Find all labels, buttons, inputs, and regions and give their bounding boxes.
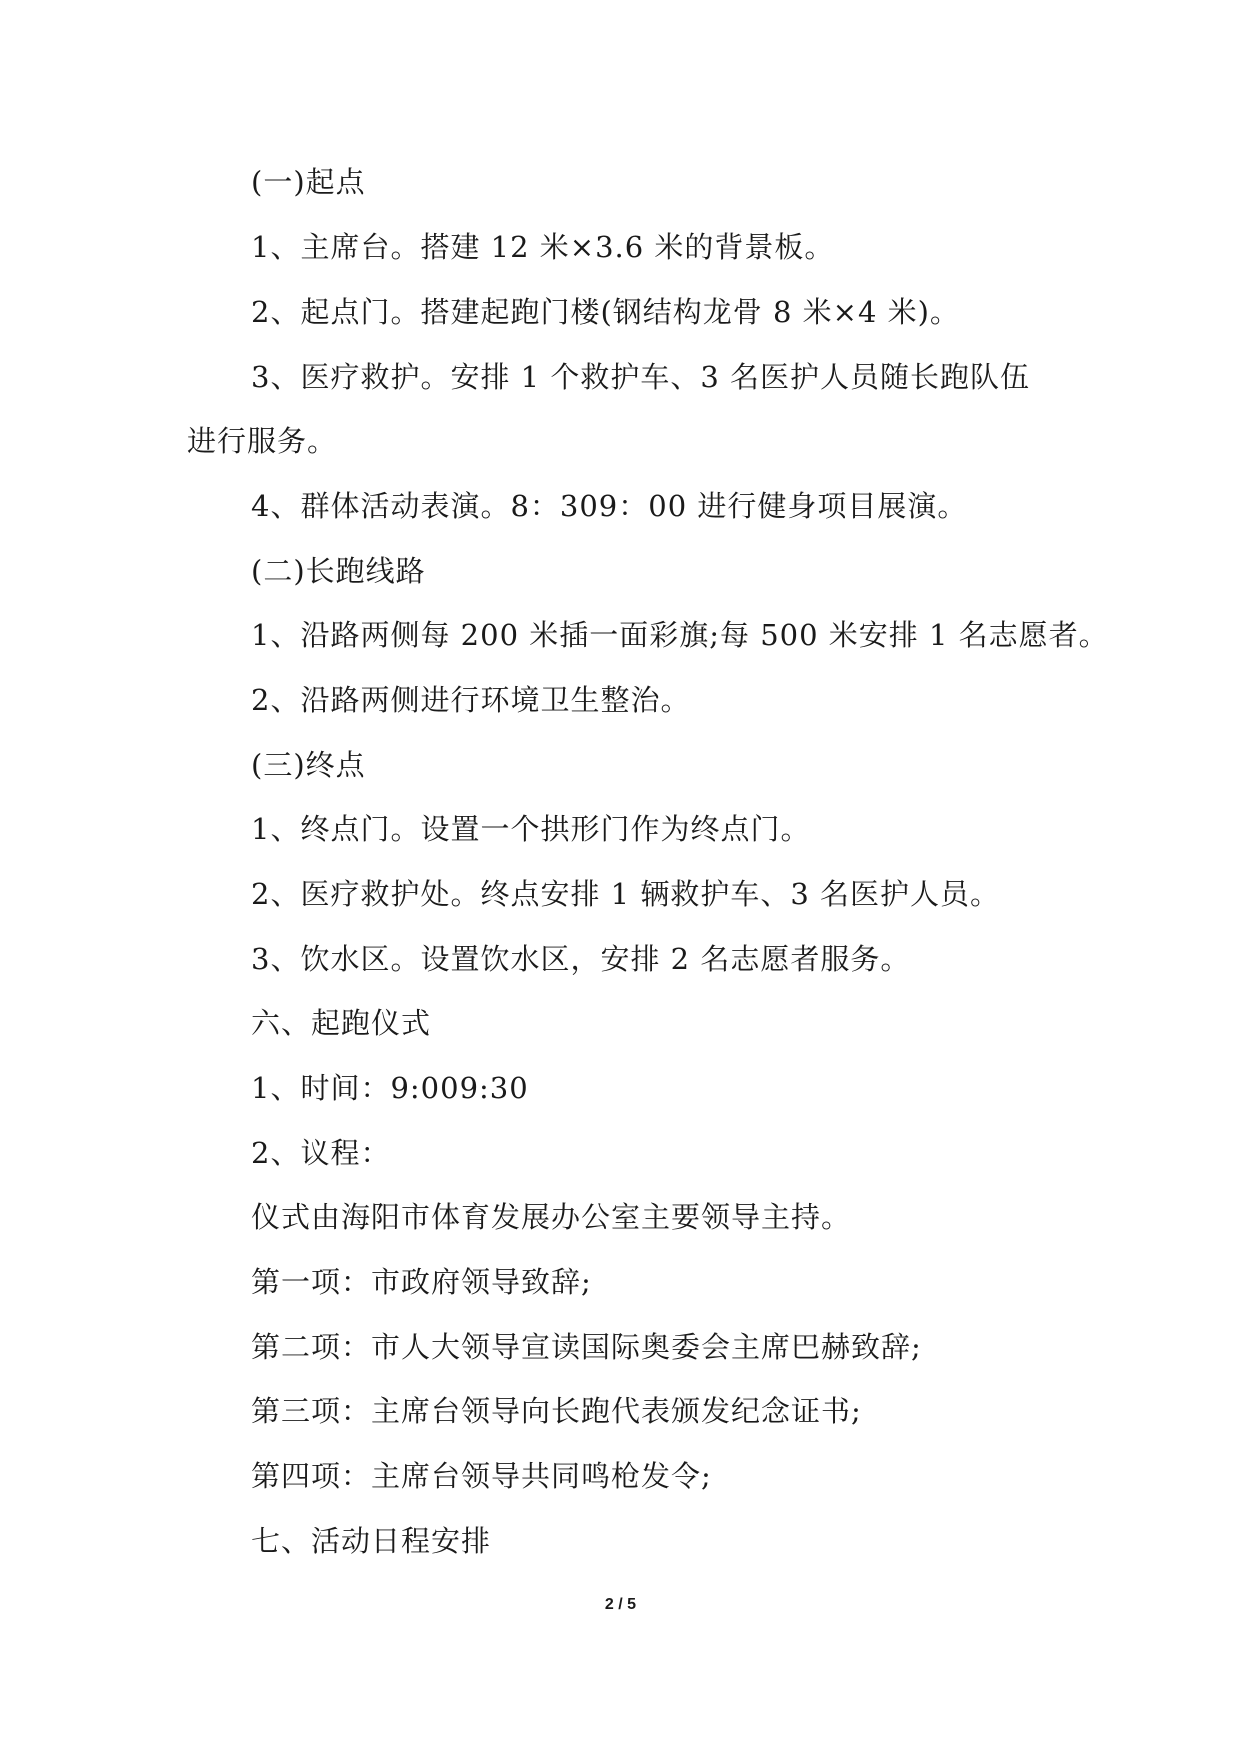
- paragraph-line: 2、医疗救护处。终点安排 1 辆救护车、3 名医护人员。: [251, 877, 1001, 911]
- page-number: 2 / 5: [604, 1596, 637, 1613]
- section-heading-schedule: 七、活动日程安排: [251, 1524, 492, 1558]
- section-heading-route: (二)长跑线路: [251, 554, 426, 588]
- agenda-item: 第一项：市政府领导致辞;: [251, 1265, 592, 1299]
- paragraph-line: 2、沿路两侧进行环境卫生整治。: [251, 683, 691, 717]
- paragraph-line-continuation: 进行服务。: [187, 424, 338, 458]
- paragraph-line: 1、沿路两侧每 200 米插一面彩旗;每 500 米安排 1 名志愿者。: [251, 618, 1109, 652]
- paragraph-line: 1、主席台。搭建 12 米×3.6 米的背景板。: [251, 230, 835, 264]
- agenda-item: 第二项：市人大领导宣读国际奥委会主席巴赫致辞;: [251, 1330, 922, 1364]
- agenda-item: 第三项：主席台领导向长跑代表颁发纪念证书;: [251, 1394, 862, 1428]
- paragraph-line: 2、起点门。搭建起跑门楼(钢结构龙骨 8 米×4 米)。: [251, 295, 960, 329]
- paragraph-line: 1、时间：9:009:30: [251, 1071, 529, 1105]
- paragraph-line: 2、议程：: [251, 1136, 391, 1170]
- paragraph-line: 1、终点门。设置一个拱形门作为终点门。: [251, 812, 811, 846]
- agenda-item: 第四项：主席台领导共同鸣枪发令;: [251, 1459, 712, 1493]
- section-heading-ceremony: 六、起跑仪式: [251, 1006, 432, 1040]
- section-heading-finish: (三)终点: [251, 748, 366, 782]
- paragraph-line: 3、医疗救护。安排 1 个救护车、3 名医护人员随长跑队伍: [251, 360, 1031, 394]
- paragraph-line: 4、群体活动表演。8：309：00 进行健身项目展演。: [251, 489, 968, 523]
- paragraph-line: 仪式由海阳市体育发展办公室主要领导主持。: [251, 1200, 852, 1234]
- section-heading-start: (一)起点: [251, 165, 366, 199]
- paragraph-line: 3、饮水区。设置饮水区，安排 2 名志愿者服务。: [251, 942, 911, 976]
